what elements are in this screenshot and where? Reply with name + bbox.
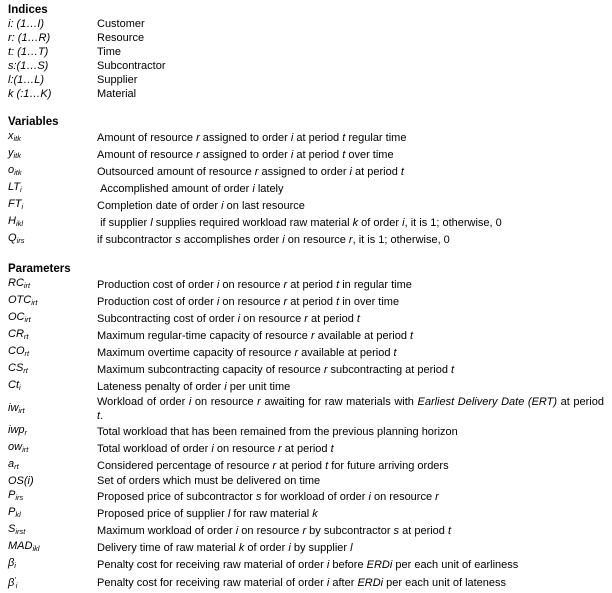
- term-description: [97, 507, 604, 521]
- symbol-base: y: [8, 147, 14, 159]
- symbol-subscript: irt: [24, 315, 31, 324]
- symbol-base: Ct: [8, 379, 19, 391]
- italic-term: k: [352, 216, 359, 229]
- text-run: Resource: [97, 32, 145, 44]
- text-run: on resource: [219, 295, 284, 308]
- text-run: regular time: [345, 131, 407, 144]
- text-run: by subcontractor: [306, 524, 394, 537]
- symbol-base: i: (1…I): [8, 18, 45, 30]
- text-run: at period: [399, 524, 448, 537]
- symbol-base: t: (1…T): [8, 46, 49, 58]
- italic-term: i: [224, 380, 227, 393]
- text-run: assigned to order: [199, 148, 291, 161]
- symbol-subscript: irt: [31, 298, 38, 307]
- symbol-subscript: itk: [13, 134, 21, 143]
- term-symbol: [8, 276, 97, 293]
- symbol-base: CR: [8, 328, 24, 340]
- text-run: in over time: [339, 295, 400, 308]
- text-run: Amount of resource: [97, 131, 197, 144]
- term-description: [97, 541, 604, 555]
- symbol-subscript: rt: [24, 349, 30, 358]
- term-description: [97, 329, 604, 343]
- italic-term: s: [393, 524, 400, 537]
- text-run: per each unit of earliness: [392, 558, 519, 571]
- text-run: of order: [244, 541, 289, 554]
- italic-term: k: [238, 541, 245, 554]
- term-description: [97, 346, 604, 360]
- italic-term: r: [283, 295, 288, 308]
- italic-term: i: [211, 442, 214, 455]
- term-symbol: [8, 73, 97, 87]
- italic-term: i: [368, 490, 371, 503]
- text-run: for workload of order: [261, 490, 369, 503]
- term-row: [8, 378, 604, 395]
- italic-term: i: [282, 233, 285, 246]
- term-row: [8, 395, 608, 423]
- symbol-subscript: rt: [14, 462, 19, 471]
- symbol-subscript: irs: [16, 236, 25, 245]
- term-description: [97, 459, 604, 473]
- term-symbol: [8, 45, 97, 59]
- symbol-base: S: [8, 523, 16, 535]
- symbol-base: r: (1…R): [8, 32, 51, 44]
- symbol-base: iw: [8, 401, 19, 414]
- term-description: [97, 31, 604, 45]
- text-run: after: [329, 577, 358, 589]
- section-title-variables: Variables: [8, 116, 59, 128]
- text-run: available at period: [314, 329, 411, 342]
- text-run: Accomplished amount of order: [97, 182, 253, 195]
- italic-term: i: [349, 165, 352, 178]
- symbol-base: CS: [8, 362, 24, 374]
- symbol-base: o: [8, 164, 15, 176]
- symbol-subscript: i: [15, 581, 18, 590]
- text-run: Maximum overtime capacity of resource: [97, 346, 295, 359]
- italic-term: i: [290, 131, 294, 144]
- text-run: if supplier: [97, 216, 151, 229]
- italic-term: t: [97, 410, 101, 422]
- term-description: [97, 73, 604, 87]
- text-run: Completion date of order: [97, 199, 222, 212]
- term-row: [8, 440, 604, 457]
- text-run: Subcontracting cost of order: [97, 312, 238, 325]
- italic-term: t: [400, 165, 404, 178]
- italic-term: r: [254, 165, 259, 178]
- term-row: [8, 276, 604, 293]
- italic-term: r: [304, 312, 308, 325]
- text-run: on resource: [240, 312, 305, 325]
- text-run: at period: [557, 396, 608, 408]
- term-symbol: [8, 310, 97, 327]
- italic-term: i: [402, 216, 405, 229]
- term-symbol: [8, 344, 97, 361]
- term-row: [8, 505, 604, 522]
- term-symbol: [8, 457, 97, 474]
- italic-term: r: [323, 363, 328, 376]
- symbol-base: P: [8, 506, 16, 518]
- term-symbol: [8, 361, 97, 378]
- text-run: , it is 1; otherwise, 0: [404, 216, 502, 229]
- term-symbol: [8, 163, 97, 180]
- term-symbol: [8, 31, 97, 45]
- term-symbol: [8, 59, 97, 73]
- term-description: [97, 442, 604, 456]
- term-symbol: [8, 440, 97, 457]
- term-description: [97, 474, 604, 488]
- term-description: [97, 45, 604, 59]
- text-run: Considered percentage of resource: [97, 459, 273, 472]
- italic-term: i: [252, 182, 255, 195]
- text-run: per each unit of lateness: [383, 577, 507, 589]
- text-run: assigned to order: [199, 131, 291, 144]
- term-row: [8, 573, 604, 593]
- text-run: subcontracting at period: [327, 363, 452, 376]
- text-run: Total workload of order: [97, 442, 212, 455]
- italic-term: r: [283, 278, 288, 291]
- symbol-base: β: [8, 557, 15, 569]
- term-description: [97, 425, 604, 439]
- text-run: at period: [287, 295, 337, 308]
- text-run: Production cost of order: [97, 295, 217, 308]
- text-run: over time: [345, 148, 394, 161]
- term-description: [97, 59, 604, 73]
- term-symbol: [8, 539, 97, 556]
- symbol-subscript: kl: [15, 510, 21, 519]
- text-run: supplies required workload raw material: [152, 216, 353, 229]
- section-parameters: [8, 262, 608, 593]
- text-run: on resource: [284, 233, 349, 246]
- symbol-base: Q: [8, 232, 17, 244]
- symbol-subscript: irs: [15, 493, 24, 502]
- italic-term: t: [451, 363, 455, 376]
- text-run: Maximum workload of order: [97, 524, 236, 537]
- term-description: [97, 182, 604, 196]
- term-description: [97, 576, 604, 590]
- text-run: before: [329, 558, 367, 571]
- term-symbol: [8, 423, 97, 440]
- text-run: Material: [97, 88, 137, 100]
- text-run: , it is 1; otherwise, 0: [352, 233, 450, 246]
- text-run: .: [100, 410, 104, 422]
- italic-term: i: [326, 577, 330, 589]
- symbol-base: H: [8, 215, 16, 227]
- term-symbol: [8, 522, 97, 539]
- symbol-prime: ′: [14, 575, 16, 584]
- term-row: [8, 522, 604, 539]
- text-run: per unit time: [226, 380, 291, 393]
- term-row: [8, 197, 604, 214]
- symbol-subscript: irt: [23, 281, 31, 290]
- symbol-base: k (:1…K): [8, 88, 52, 100]
- term-row: [8, 327, 604, 344]
- symbol-subscript: i: [20, 185, 22, 194]
- italic-term: t: [393, 346, 397, 359]
- text-run: Subcontractor: [97, 60, 166, 72]
- term-symbol: [8, 327, 97, 344]
- italic-term: r: [278, 442, 282, 455]
- term-description: [97, 87, 604, 101]
- term-row: [8, 17, 604, 31]
- italic-term: l: [227, 507, 231, 520]
- text-run: assigned to order: [258, 165, 350, 178]
- term-description: [97, 312, 604, 326]
- term-row: [8, 73, 604, 87]
- term-row: [8, 423, 604, 440]
- italic-term: r: [302, 524, 307, 537]
- italic-term: t: [447, 524, 452, 537]
- term-row: [8, 231, 604, 248]
- term-description: [97, 17, 604, 31]
- section-rows-parameters: [8, 276, 608, 593]
- italic-term: t: [356, 312, 360, 325]
- text-run: on resource: [191, 396, 258, 408]
- term-description: [97, 295, 604, 309]
- italic-term: i: [221, 199, 224, 212]
- term-symbol: [8, 378, 97, 395]
- italic-term: t: [330, 442, 334, 455]
- term-description: [97, 558, 604, 572]
- term-row: [8, 457, 604, 474]
- section-variables: [8, 115, 604, 248]
- symbol-base: LT: [8, 181, 21, 193]
- italic-term: t: [325, 459, 329, 472]
- italic-term: l: [150, 216, 153, 229]
- term-row: [8, 129, 604, 146]
- term-symbol: [8, 231, 97, 248]
- text-run: Outsourced amount of resource: [97, 165, 255, 178]
- symbol-subscript: irt: [18, 405, 25, 415]
- italic-term: r: [348, 233, 353, 246]
- section-rows-variables: [8, 129, 604, 248]
- text-run: at period: [293, 131, 343, 144]
- text-run: Amount of resource: [97, 148, 197, 161]
- term-row: [8, 293, 604, 310]
- symbol-base: P: [8, 489, 16, 501]
- italic-term: l: [350, 541, 353, 554]
- symbol-subscript: ikl: [32, 544, 40, 553]
- symbol-base: l:(1…L): [8, 74, 45, 86]
- italic-term: r: [435, 490, 439, 503]
- text-run: awaiting for raw materials with: [260, 396, 418, 408]
- symbol-base: a: [8, 458, 15, 470]
- text-run: for raw material: [230, 507, 313, 520]
- symbol-base: β: [8, 577, 15, 589]
- italic-term: s: [255, 490, 262, 503]
- italic-term: ERDi: [357, 577, 384, 589]
- text-run: on resource: [219, 278, 284, 291]
- text-run: Customer: [97, 18, 145, 30]
- text-run: available at period: [298, 346, 394, 359]
- symbol-base: iwp: [8, 424, 25, 436]
- symbol-subscript: i: [21, 202, 24, 211]
- term-description: [97, 524, 604, 538]
- italic-term: i: [288, 541, 291, 554]
- italic-term: r: [257, 396, 261, 408]
- italic-term: i: [235, 524, 239, 537]
- italic-term: i: [188, 396, 192, 408]
- symbol-subscript: i: [19, 383, 21, 392]
- text-run: Workload of order: [97, 396, 189, 408]
- text-run: at period: [352, 165, 401, 178]
- term-row: [8, 488, 604, 505]
- italic-term: r: [310, 329, 315, 342]
- term-row: [8, 146, 604, 163]
- text-run: on resource: [213, 442, 278, 455]
- italic-term: t: [342, 148, 346, 161]
- term-description: [97, 490, 604, 504]
- text-run: lately: [254, 182, 284, 195]
- term-symbol: [8, 505, 97, 522]
- italic-term: s: [175, 233, 181, 246]
- text-run: Time: [97, 46, 122, 58]
- text-run: Penalty cost for receiving raw material of order: [97, 577, 327, 589]
- symbol-base: s:(1…S): [8, 60, 49, 72]
- symbol-base: OC: [8, 311, 25, 323]
- text-run: if subcontractor: [97, 233, 176, 246]
- text-run: Maximum regular-time capacity of resource: [97, 329, 311, 342]
- italic-term: t: [336, 295, 340, 308]
- text-run: on resource: [238, 524, 303, 537]
- symbol-subscript: r: [24, 428, 28, 437]
- term-symbol: [8, 556, 97, 573]
- section-rows-indices: [8, 17, 604, 101]
- symbol-base: OTC: [8, 294, 32, 306]
- term-row: [8, 180, 604, 197]
- text-run: in regular time: [339, 278, 412, 291]
- term-row: [8, 31, 604, 45]
- term-description: [97, 278, 604, 292]
- italic-term: Earliest Delivery Date (ERT): [417, 396, 558, 408]
- text-run: Delivery time of raw material: [97, 541, 239, 554]
- section-title-indices: Indices: [8, 4, 48, 16]
- term-description: [97, 148, 604, 162]
- symbol-subscript: itk: [14, 168, 22, 177]
- text-run: Production cost of order: [97, 278, 217, 291]
- term-row: [8, 344, 604, 361]
- symbol-base: ow: [8, 441, 23, 453]
- symbol-base: x: [8, 130, 14, 142]
- text-run: at period: [281, 442, 331, 455]
- term-description: [97, 216, 604, 230]
- text-run: for future arriving orders: [328, 459, 449, 472]
- symbol-subscript: ikl: [15, 219, 24, 228]
- italic-term: i: [237, 312, 241, 325]
- text-run: on resource: [370, 490, 436, 503]
- text-run: on last resource: [223, 199, 305, 212]
- term-row: [8, 474, 604, 488]
- italic-term: t: [410, 329, 414, 342]
- text-run: at period: [276, 459, 326, 472]
- term-row: [8, 310, 604, 327]
- symbol-subscript: rt: [23, 332, 29, 341]
- symbol-subscript: rt: [23, 366, 28, 375]
- text-run: at period: [293, 148, 343, 161]
- symbol-base: MAD: [8, 540, 33, 552]
- symbol-base: OS(i): [8, 475, 34, 487]
- text-run: Supplier: [97, 74, 138, 86]
- italic-term: i: [290, 148, 294, 161]
- symbol-subscript: irt: [22, 445, 29, 454]
- term-description: [97, 199, 604, 213]
- text-run: Penalty cost for receiving raw material of order: [97, 558, 327, 571]
- term-row: [8, 361, 604, 378]
- symbol-base: CO: [8, 345, 25, 357]
- term-symbol: [8, 180, 97, 197]
- text-run: Total workload that has been remained from the previous planning horizon: [97, 425, 458, 438]
- italic-term: i: [216, 295, 220, 308]
- term-symbol: [8, 474, 97, 488]
- term-symbol: [8, 214, 97, 231]
- term-symbol: [8, 488, 97, 505]
- term-description: [97, 363, 604, 377]
- term-description: [97, 165, 604, 179]
- text-run: Proposed price of subcontractor: [97, 490, 256, 503]
- text-run: Maximum subcontracting capacity of resource: [97, 363, 324, 376]
- italic-term: t: [336, 278, 340, 291]
- term-symbol: [8, 129, 97, 146]
- term-symbol: [8, 401, 97, 418]
- italic-term: r: [294, 346, 299, 359]
- italic-term: ERDi: [366, 558, 393, 571]
- text-run: at period: [307, 312, 357, 325]
- term-description: [97, 233, 604, 247]
- italic-term: r: [196, 148, 200, 161]
- term-row: [8, 87, 604, 101]
- term-symbol: [8, 87, 97, 101]
- italic-term: t: [342, 131, 346, 144]
- term-symbol: [8, 293, 97, 310]
- term-row: [8, 556, 604, 573]
- text-run: of order: [358, 216, 403, 229]
- term-symbol: [8, 146, 97, 163]
- term-description: [97, 131, 604, 145]
- section-indices: [8, 3, 604, 101]
- term-symbol: [8, 17, 97, 31]
- term-row: [8, 45, 604, 59]
- term-symbol: [8, 197, 97, 214]
- term-description: [97, 380, 604, 394]
- italic-term: r: [272, 459, 277, 472]
- text-run: at period: [287, 278, 337, 291]
- term-row: [8, 539, 604, 556]
- symbol-subscript: i: [14, 561, 16, 570]
- italic-term: i: [326, 558, 330, 571]
- italic-term: k: [312, 507, 318, 520]
- symbol-subscript: irst: [15, 527, 26, 536]
- text-run: Set of orders which must be delivered on time: [97, 475, 321, 487]
- text-run: Lateness penalty of order: [97, 380, 225, 393]
- italic-term: i: [216, 278, 220, 291]
- text-run: by supplier: [290, 541, 351, 554]
- section-title-parameters: Parameters: [8, 263, 71, 275]
- italic-term: r: [196, 131, 200, 144]
- symbol-base: FT: [8, 198, 22, 210]
- term-symbol: [8, 573, 97, 593]
- term-row: [8, 163, 604, 180]
- text-run: accomplishes order: [180, 233, 283, 246]
- symbol-base: RC: [8, 277, 24, 289]
- term-row: [8, 214, 604, 231]
- term-row: [8, 59, 604, 73]
- term-description: [97, 395, 608, 423]
- symbol-subscript: itk: [13, 151, 21, 160]
- text-run: Proposed price of supplier: [97, 507, 228, 520]
